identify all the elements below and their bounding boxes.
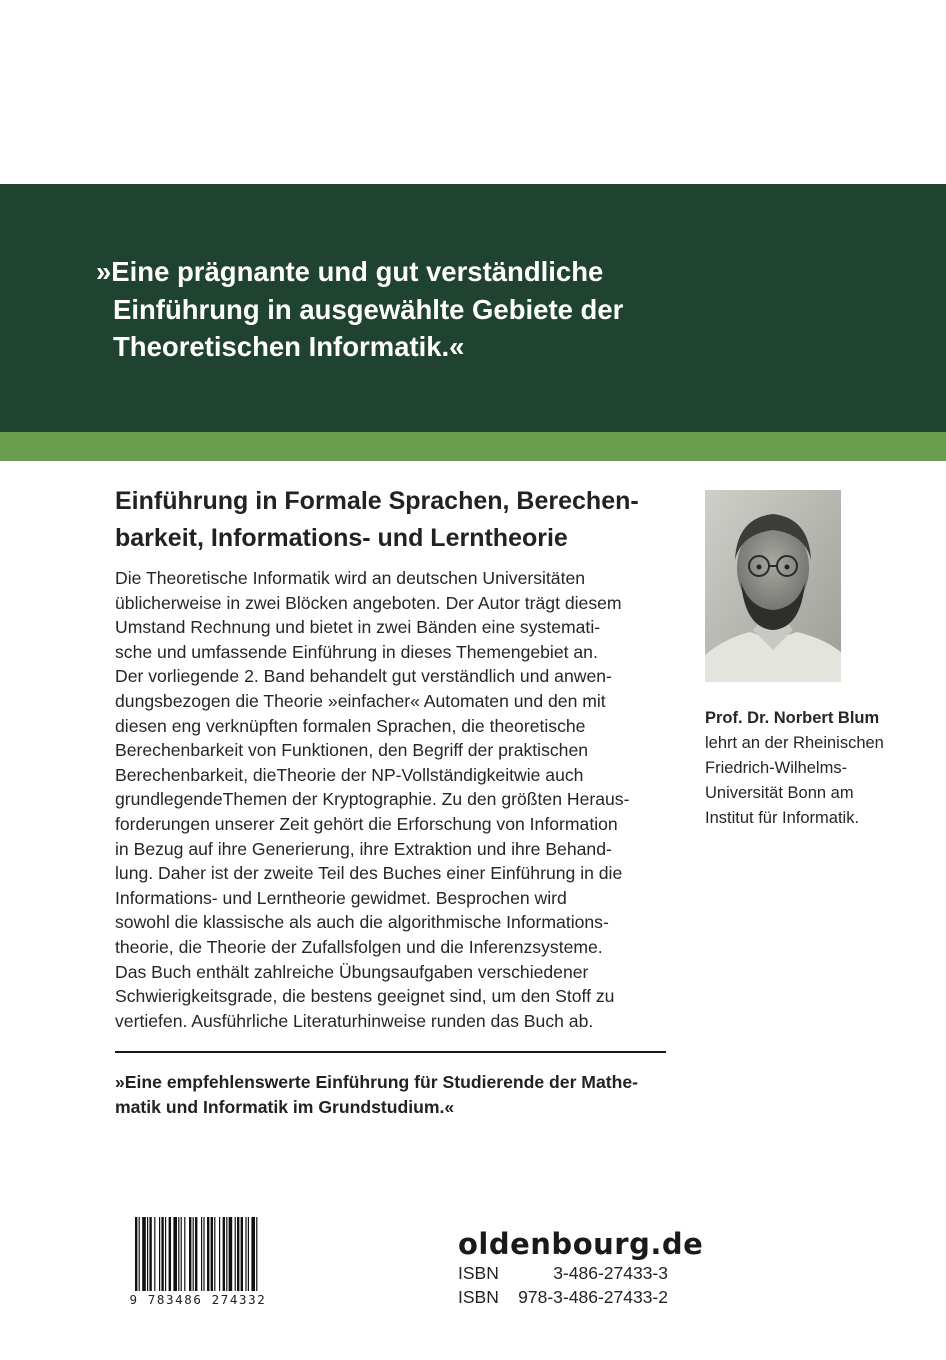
barcode-bar	[181, 1217, 182, 1291]
review-quote	[115, 1070, 638, 1120]
review-line: matik und Informatik im Grundstudium.«	[115, 1097, 455, 1117]
barcode-bar	[169, 1217, 171, 1291]
author-photo	[705, 490, 841, 682]
barcode-bar	[241, 1217, 243, 1291]
banner-quote-line: Einführung in ausgewählte Gebiete der	[113, 293, 624, 325]
barcode-bar	[142, 1217, 146, 1291]
author-bio-line: Friedrich-Wilhelms-	[705, 759, 848, 777]
barcode-bar	[235, 1217, 236, 1291]
description-line: Der vorliegende 2. Band behandelt gut verständlich und anwen-	[115, 666, 612, 687]
description-line: theorie, die Theorie der Zufallsfolgen und die Inferenzsysteme.	[115, 936, 603, 957]
author-bio-line: Institut für Informatik.	[705, 809, 860, 827]
description-line: Die Theoretische Informatik wird an deutschen Universitäten	[115, 568, 586, 588]
description-line: dungsbezogen die Theorie »einfacher« Automaten und den mit	[115, 690, 606, 711]
description-line: Berechenbarkeit von Funktionen, den Begriff der praktischen	[115, 740, 589, 761]
description-line: Umstand Rechnung und bietet in zwei Bänden eine systemati-	[115, 617, 601, 638]
barcode-bar	[223, 1217, 225, 1291]
isbn-10: 3-486-27433-3	[553, 1263, 668, 1283]
barcode-bar	[203, 1217, 204, 1291]
barcode-bar	[251, 1217, 255, 1291]
description-line: sowohl die klassische als auch die algorithmische Informations-	[115, 912, 609, 933]
isbn-label: ISBN	[458, 1263, 499, 1283]
book-heading	[115, 483, 639, 557]
barcode-bar	[219, 1217, 220, 1291]
barcode-bar	[214, 1217, 215, 1291]
barcode-bar	[139, 1217, 140, 1291]
barcode-bar	[201, 1217, 202, 1291]
description-line: grundlegendeThemen der Kryptographie. Zu den größten Heraus-	[115, 789, 630, 810]
barcode-bar	[161, 1217, 163, 1291]
description-line: vertiefen. Ausführliche Literaturhinweise runden das Buch ab.	[115, 1010, 594, 1031]
description-line: Berechenbarkeit, dieTheorie der NP-Vollständigkeitwie auch	[115, 764, 584, 785]
barcode-bar	[211, 1217, 213, 1291]
barcode-bar	[193, 1217, 194, 1291]
author-bio-line: lehrt an der Rheinischen	[705, 734, 884, 752]
barcode-bar	[147, 1217, 148, 1291]
barcode-bar	[178, 1217, 179, 1291]
barcode-bar	[173, 1217, 177, 1291]
description-line: forderungen unserer Zeit gehört die Erforschung von Information	[115, 813, 618, 834]
description-line: Informations- und Lerntheorie gewidmet. Besprochen wird	[115, 887, 567, 908]
description-line: sche und umfassende Einführung in dieses Themengebiet an.	[115, 641, 598, 662]
banner-quote	[96, 253, 623, 366]
barcode-bar	[149, 1217, 151, 1291]
heading-line: Einführung in Formale Sprachen, Berechen-	[115, 487, 639, 515]
description-line: in Bezug auf ihre Generierung, ihre Extraktion und ihre Behand-	[115, 838, 612, 859]
book-description	[115, 566, 629, 1033]
barcode-bar	[189, 1217, 191, 1291]
barcode-bar	[226, 1217, 227, 1291]
isbn-label: ISBN	[458, 1287, 499, 1307]
barcode-bar	[165, 1217, 166, 1291]
heading-line: barkeit, Informations- und Lerntheorie	[115, 524, 568, 552]
barcode-bar	[248, 1217, 249, 1291]
review-line: »Eine empfehlenswerte Einführung für Studierende der Mathe-	[115, 1072, 639, 1092]
isbn-13: 978-3-486-27433-2	[518, 1287, 668, 1307]
barcode-bar	[184, 1217, 185, 1291]
publisher-url: oldenbourg.de	[458, 1227, 704, 1261]
barcode-bar	[195, 1217, 197, 1291]
barcode-bar	[207, 1217, 209, 1291]
description-line: üblicherweise in zwei Blöcken angeboten. Der Autor trägt diesem	[115, 592, 622, 613]
barcode-bar	[159, 1217, 160, 1291]
banner-quote-line: Theoretischen Informatik.«	[113, 331, 465, 362]
accent-stripe	[0, 432, 946, 461]
author-bio-line: Universität Bonn am	[705, 784, 854, 802]
banner-quote-line: »Eine prägnante und gut verständliche	[96, 256, 604, 287]
description-line: lung. Daher ist der zweite Teil des Buches einer Einführung in die	[115, 863, 623, 884]
divider-rule	[115, 1051, 666, 1053]
barcode-bar	[154, 1217, 155, 1291]
barcode-number: 9 783486 274332	[129, 1292, 267, 1307]
barcode-bar	[237, 1217, 239, 1291]
barcode-bar	[229, 1217, 233, 1291]
description-line: Das Buch enthält zahlreiche Übungsaufgaben verschiedener	[115, 961, 589, 982]
description-line: Schwierigkeitsgrade, die bestens geeignet sind, um den Stoff zu	[115, 986, 615, 1007]
barcode-bar	[256, 1217, 257, 1291]
barcode-bar	[245, 1217, 246, 1291]
author-bio	[705, 706, 884, 831]
author-name: Prof. Dr. Norbert Blum	[705, 709, 880, 727]
description-line: diesen eng verknüpften formalen Sprachen, die theoretische	[115, 715, 586, 736]
barcode-bar	[135, 1217, 137, 1291]
